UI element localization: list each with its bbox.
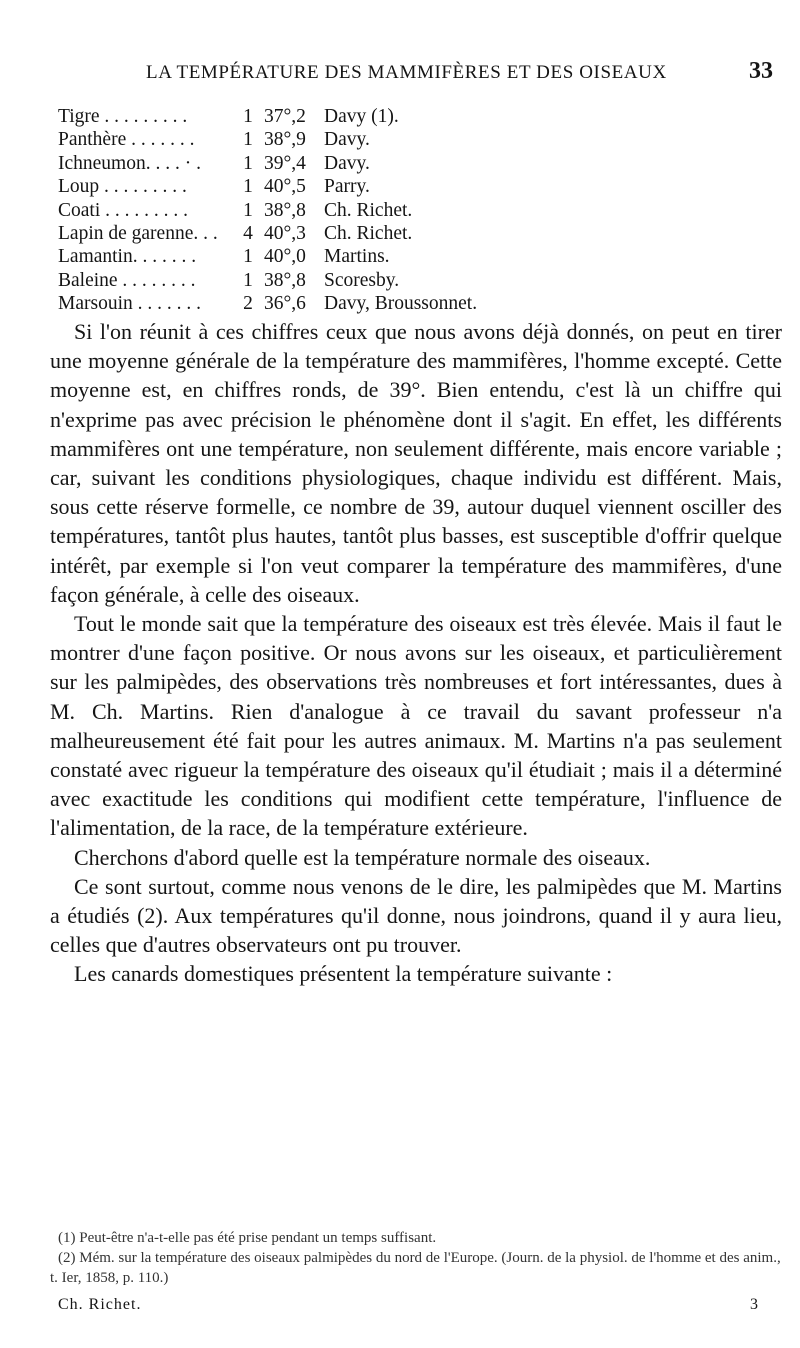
temperature-value: 40°,3 bbox=[264, 222, 306, 244]
observation-count: 1 bbox=[243, 269, 253, 291]
observer-name: Davy. bbox=[324, 152, 370, 174]
table-row bbox=[58, 152, 778, 175]
paragraph: Tout le monde sait que la température des oiseaux est très élevée. Mais il faut le montrer d'une façon positive. Or nous avons sur les oiseaux, et particulièrement sur les palmipèdes, des observations très nombreuses et fort intéressantes, dues à M. Ch. Martins. Rien d'analogue à ce travail du savant professeur n'a malheureusement été fait pour les autres animaux. M. Martins n'a pas seulement constaté avec rigueur la température des oiseaux qu'il étudiait ; mais il a déterminé avec exactitude les conditions qui modifient cette température, l'influence de l'alimentation, de la race, de la température extérieure. bbox=[50, 611, 782, 841]
observation-count: 1 bbox=[243, 176, 253, 198]
observer-name: Davy, Broussonnet. bbox=[324, 293, 478, 315]
running-title: LA TEMPÉRATURE DES MAMMIFÈRES ET DES OISEAUX bbox=[146, 62, 667, 83]
animal-name: Panthère . . . . . . . bbox=[58, 129, 195, 151]
observer-name: Parry. bbox=[324, 176, 370, 198]
temperature-value: 38°,9 bbox=[264, 129, 306, 151]
paragraph: Cherchons d'abord quelle est la température normale des oiseaux. bbox=[74, 844, 651, 870]
animal-name: Marsouin . . . . . . . bbox=[58, 293, 201, 315]
body-text bbox=[50, 317, 782, 989]
signature-number: 3 bbox=[750, 1296, 758, 1313]
page-number: 33 bbox=[749, 58, 773, 84]
observation-count: 1 bbox=[243, 152, 253, 174]
paragraph: Les canards domestiques présentent la température suivante : bbox=[74, 961, 613, 987]
temperature-value: 40°,0 bbox=[264, 246, 306, 268]
observer-name: Martins. bbox=[324, 246, 390, 268]
temperature-value: 37°,2 bbox=[264, 106, 306, 127]
table-row bbox=[58, 222, 778, 245]
animal-name: Baleine . . . . . . . . bbox=[58, 269, 196, 291]
table-row bbox=[58, 199, 778, 222]
table-row bbox=[58, 175, 778, 198]
animal-name: Coati . . . . . . . . . bbox=[58, 199, 188, 221]
footnotes bbox=[50, 1228, 782, 1288]
observer-name: Ch. Richet. bbox=[324, 199, 413, 221]
observer-name: Davy. bbox=[324, 129, 370, 151]
animal-name: Lamantin. . . . . . . bbox=[58, 246, 197, 268]
table-row bbox=[58, 105, 778, 128]
temperature-value: 40°,5 bbox=[264, 176, 306, 198]
page-header bbox=[0, 58, 800, 92]
temperature-value: 36°,6 bbox=[264, 293, 306, 315]
table-row bbox=[58, 245, 778, 268]
temperature-value: 39°,4 bbox=[264, 152, 306, 174]
observation-count: 4 bbox=[243, 222, 253, 244]
paragraph: Si l'on réunit à ces chiffres ceux que nous avons déjà donnés, on peut en tirer une moyenne générale de la température des mammifères, l'homme excepté. Cette moyenne est, en chiffres ronds, de 39°. Bien entendu, c'est là un chiffre qui n'exprime pas avec précision le phénomène dont il s'agit. En effet, les différents mammifères ont une température, non seulement différente, mais encore variable ; car, suivant les conditions physiologiques, chaque individu est différent. Mais, sous cette réserve formelle, ce nombre de 39, autour duquel viennent osciller des températures, tantôt plus hautes, tantôt plus basses, est susceptible d'offrir quelque intérêt, par exemple si l'on veut comparer la température des mammifères, d'une façon générale, à celle des oiseaux. bbox=[50, 319, 782, 607]
paragraph: Ce sont surtout, comme nous venons de le dire, les palmipèdes que M. Martins a étudiés (2). Aux températures qu'il donne, nous joindrons, quand il y aura lieu, celles que d'autres observateurs ont pu trouver. bbox=[50, 873, 782, 958]
animal-name: Tigre . . . . . . . . . bbox=[58, 106, 188, 127]
observation-count: 1 bbox=[243, 246, 253, 268]
observation-count: 1 bbox=[243, 106, 253, 127]
temperature-table bbox=[58, 105, 778, 316]
observer-name: Ch. Richet. bbox=[324, 222, 413, 244]
observation-count: 1 bbox=[243, 199, 253, 221]
observer-name: Davy (1). bbox=[324, 106, 399, 127]
animal-name: Loup . . . . . . . . . bbox=[58, 176, 187, 198]
animal-name: Lapin de garenne. . . bbox=[58, 222, 218, 244]
observer-name: Scoresby. bbox=[324, 269, 400, 291]
animal-name: Ichneumon. . . . · . bbox=[58, 152, 201, 174]
table-row bbox=[58, 292, 778, 315]
observation-count: 2 bbox=[243, 293, 253, 315]
signature-mark: Ch. Richet. bbox=[58, 1296, 142, 1313]
temperature-value: 38°,8 bbox=[264, 269, 306, 291]
table-row bbox=[58, 269, 778, 292]
footnote: (1) Peut-être n'a-t-elle pas été prise pendant un temps suffisant. bbox=[58, 1230, 437, 1246]
temperature-value: 38°,8 bbox=[264, 199, 306, 221]
observation-count: 1 bbox=[243, 129, 253, 151]
table-row bbox=[58, 128, 778, 151]
footnote: (2) Mém. sur la température des oiseaux palmipèdes du nord de l'Europe. (Journ. de la physiol. de l'homme et des anim., t. Ier, 1858, p. 110.) bbox=[50, 1250, 781, 1286]
